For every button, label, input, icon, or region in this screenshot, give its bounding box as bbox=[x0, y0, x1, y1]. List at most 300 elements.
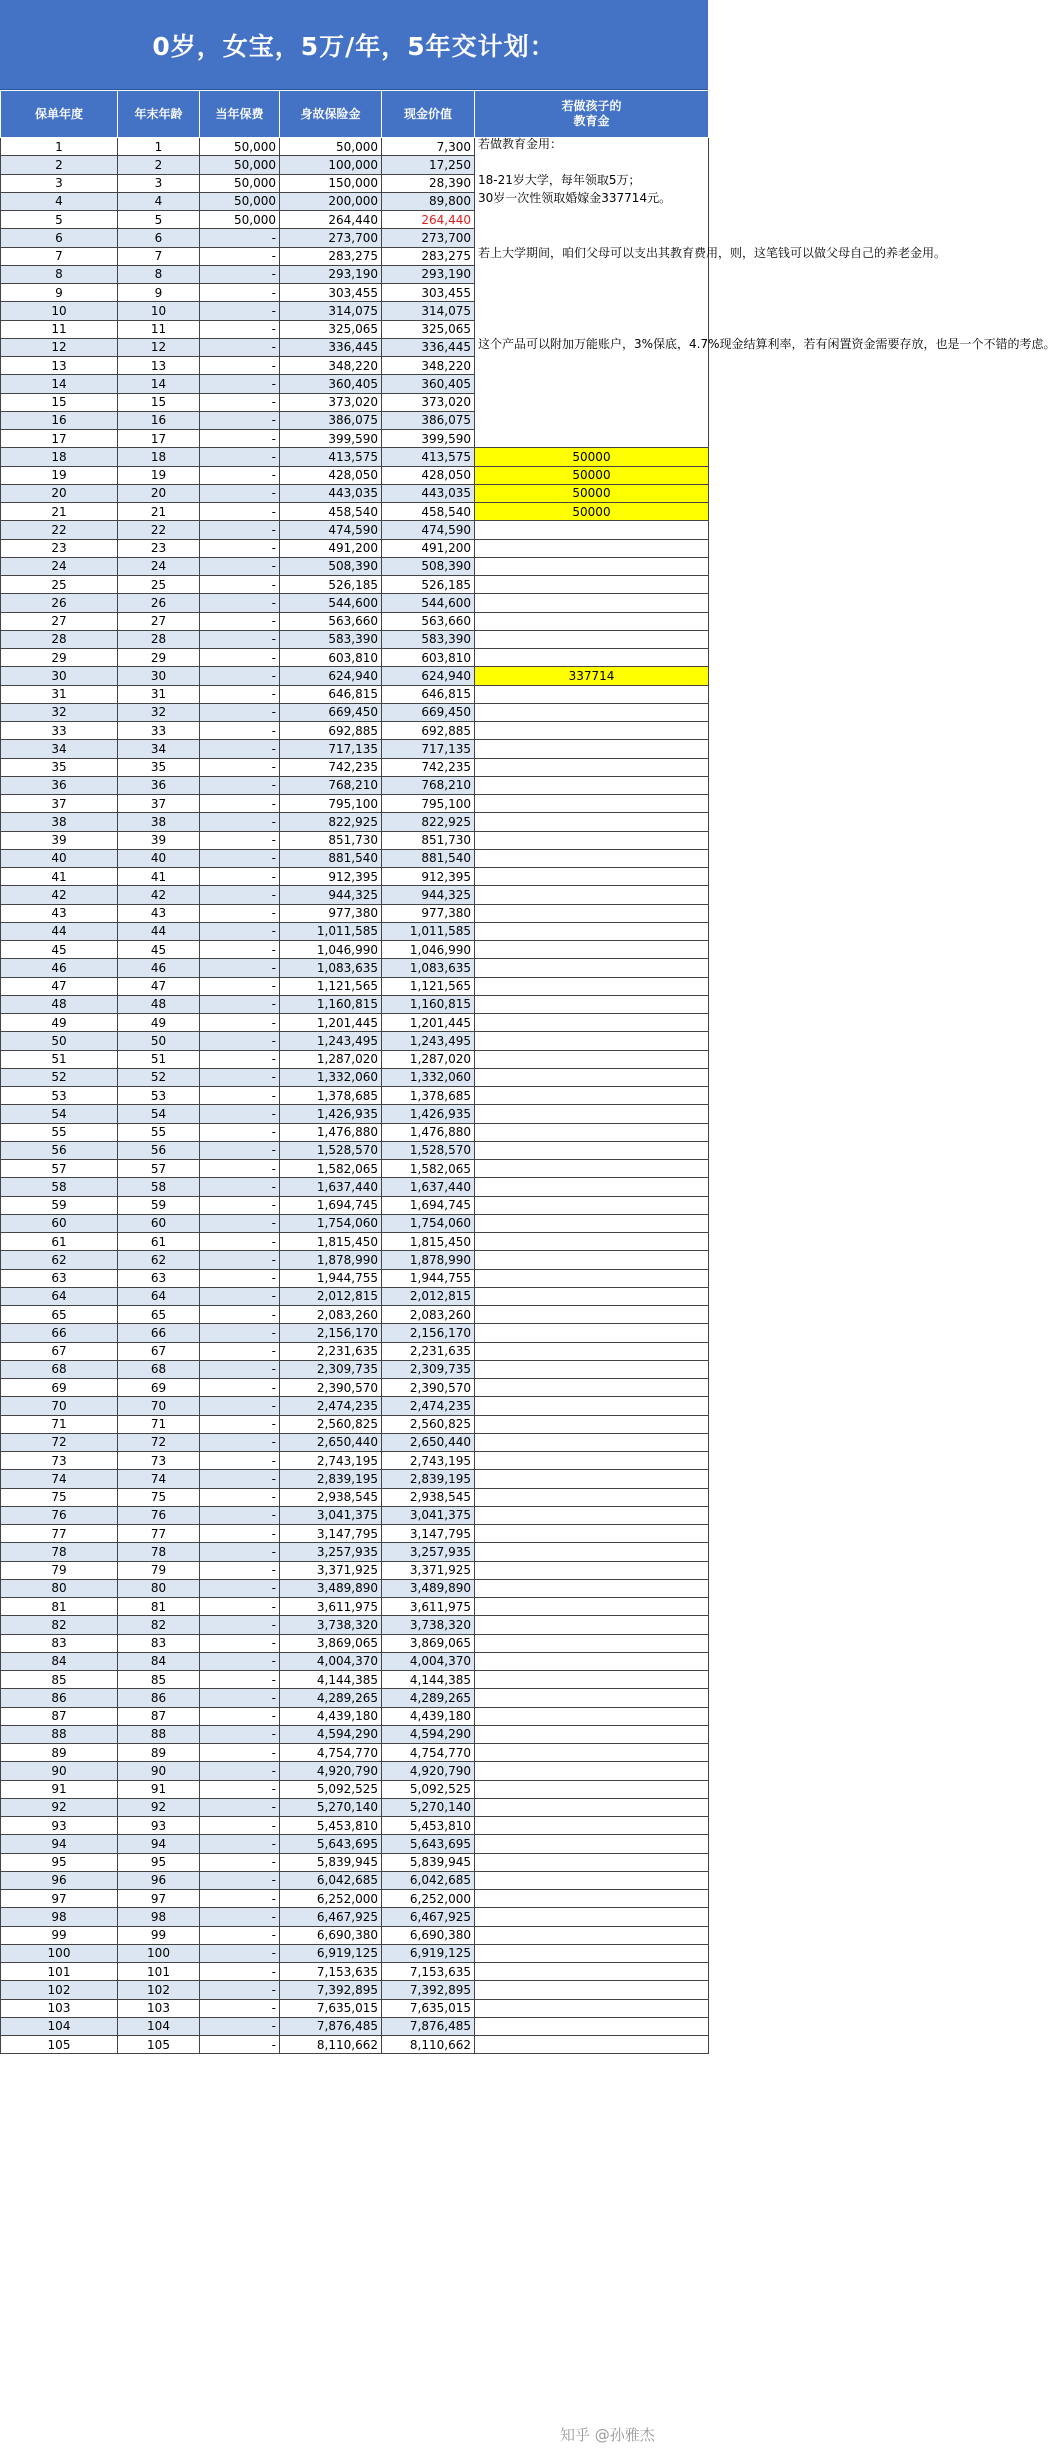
table-row bbox=[1, 1944, 709, 1962]
table-row bbox=[1, 649, 709, 667]
cell-cash-value: 1,378,685 bbox=[382, 1087, 475, 1105]
cell-death-benefit: 1,476,880 bbox=[280, 1123, 382, 1141]
education-note-empty bbox=[475, 557, 709, 575]
cell-death-benefit: 669,450 bbox=[280, 703, 382, 721]
table-row bbox=[1, 1817, 709, 1835]
benefit-table bbox=[0, 90, 1056, 2054]
cell-death-benefit: 563,660 bbox=[280, 612, 382, 630]
cell-death-benefit: 6,690,380 bbox=[280, 1926, 382, 1944]
cell-premium: - bbox=[200, 1926, 280, 1944]
table-row bbox=[1, 448, 709, 466]
cell-age: 19 bbox=[118, 466, 200, 484]
education-note-empty bbox=[475, 1981, 709, 1999]
cell-death-benefit: 293,190 bbox=[280, 265, 382, 283]
cell-death-benefit: 5,643,695 bbox=[280, 1835, 382, 1853]
cell-age: 89 bbox=[118, 1744, 200, 1762]
table-row bbox=[1, 1141, 709, 1159]
cell-death-benefit: 2,474,235 bbox=[280, 1397, 382, 1415]
cell-cash-value: 3,257,935 bbox=[382, 1543, 475, 1561]
education-note-empty bbox=[475, 1415, 709, 1433]
cell-policy-year: 16 bbox=[1, 411, 118, 429]
cell-policy-year: 50 bbox=[1, 1032, 118, 1050]
page-title: 0岁，女宝，5万/年，5年交计划： bbox=[0, 0, 708, 90]
cell-cash-value: 293,190 bbox=[382, 265, 475, 283]
cell-death-benefit: 360,405 bbox=[280, 375, 382, 393]
cell-policy-year: 89 bbox=[1, 1744, 118, 1762]
table-row bbox=[1, 1415, 709, 1433]
cell-age: 102 bbox=[118, 1981, 200, 1999]
table-row bbox=[1, 1470, 709, 1488]
cell-death-benefit: 526,185 bbox=[280, 576, 382, 594]
cell-premium: - bbox=[200, 484, 280, 502]
cell-cash-value: 1,637,440 bbox=[382, 1178, 475, 1196]
cell-death-benefit: 1,944,755 bbox=[280, 1269, 382, 1287]
cell-death-benefit: 348,220 bbox=[280, 357, 382, 375]
cell-age: 3 bbox=[118, 174, 200, 192]
cell-age: 73 bbox=[118, 1452, 200, 1470]
table-row bbox=[1, 1652, 709, 1670]
education-note-empty bbox=[475, 1999, 709, 2017]
cell-policy-year: 17 bbox=[1, 430, 118, 448]
cell-premium: - bbox=[200, 594, 280, 612]
cell-death-benefit: 8,110,662 bbox=[280, 2036, 382, 2054]
cell-premium: - bbox=[200, 795, 280, 813]
education-note-empty bbox=[475, 1269, 709, 1287]
cell-death-benefit: 50,000 bbox=[280, 138, 382, 156]
education-note-empty bbox=[475, 1196, 709, 1214]
table-row bbox=[1, 557, 709, 575]
cell-policy-year: 66 bbox=[1, 1324, 118, 1342]
cell-death-benefit: 2,012,815 bbox=[280, 1287, 382, 1305]
cell-premium: - bbox=[200, 430, 280, 448]
cell-death-benefit: 944,325 bbox=[280, 886, 382, 904]
cell-premium: - bbox=[200, 612, 280, 630]
table-row bbox=[1, 904, 709, 922]
cell-policy-year: 60 bbox=[1, 1214, 118, 1232]
cell-death-benefit: 851,730 bbox=[280, 831, 382, 849]
cell-premium: - bbox=[200, 1798, 280, 1816]
cell-death-benefit: 1,083,635 bbox=[280, 959, 382, 977]
cell-age: 47 bbox=[118, 977, 200, 995]
cell-age: 92 bbox=[118, 1798, 200, 1816]
table-row bbox=[1, 1963, 709, 1981]
education-note-empty bbox=[475, 521, 709, 539]
cell-death-benefit: 336,445 bbox=[280, 338, 382, 356]
education-note-empty bbox=[475, 1360, 709, 1378]
table-row bbox=[1, 1689, 709, 1707]
cell-age: 93 bbox=[118, 1817, 200, 1835]
cell-cash-value: 443,035 bbox=[382, 484, 475, 502]
col-header-cash-value: 现金价值 bbox=[382, 91, 475, 138]
cell-age: 16 bbox=[118, 411, 200, 429]
table-row bbox=[1, 1999, 709, 2017]
cell-policy-year: 23 bbox=[1, 539, 118, 557]
education-note-empty bbox=[475, 1817, 709, 1835]
cell-death-benefit: 881,540 bbox=[280, 849, 382, 867]
education-fund-amount: 50000 bbox=[475, 503, 709, 521]
cell-death-benefit: 6,919,125 bbox=[280, 1944, 382, 1962]
cell-death-benefit: 5,453,810 bbox=[280, 1817, 382, 1835]
table-row bbox=[1, 1306, 709, 1324]
cell-death-benefit: 1,011,585 bbox=[280, 922, 382, 940]
cell-death-benefit: 508,390 bbox=[280, 557, 382, 575]
education-note-empty bbox=[475, 1032, 709, 1050]
cell-cash-value: 2,474,235 bbox=[382, 1397, 475, 1415]
cell-policy-year: 47 bbox=[1, 977, 118, 995]
cell-cash-value: 7,153,635 bbox=[382, 1963, 475, 1981]
cell-policy-year: 20 bbox=[1, 484, 118, 502]
cell-death-benefit: 3,611,975 bbox=[280, 1598, 382, 1616]
table-row bbox=[1, 995, 709, 1013]
cell-policy-year: 71 bbox=[1, 1415, 118, 1433]
table-row bbox=[1, 1871, 709, 1889]
cell-age: 42 bbox=[118, 886, 200, 904]
table-row bbox=[1, 1196, 709, 1214]
cell-premium: - bbox=[200, 1598, 280, 1616]
cell-age: 32 bbox=[118, 703, 200, 721]
table-row bbox=[1, 868, 709, 886]
cell-policy-year: 53 bbox=[1, 1087, 118, 1105]
table-row bbox=[1, 1579, 709, 1597]
cell-premium: - bbox=[200, 1160, 280, 1178]
education-note-empty bbox=[475, 795, 709, 813]
cell-death-benefit: 3,489,890 bbox=[280, 1579, 382, 1597]
cell-death-benefit: 2,309,735 bbox=[280, 1360, 382, 1378]
cell-cash-value: 7,392,895 bbox=[382, 1981, 475, 1999]
cell-death-benefit: 399,590 bbox=[280, 430, 382, 448]
cell-policy-year: 7 bbox=[1, 247, 118, 265]
cell-age: 46 bbox=[118, 959, 200, 977]
cell-cash-value: 3,147,795 bbox=[382, 1525, 475, 1543]
cell-cash-value: 3,869,065 bbox=[382, 1634, 475, 1652]
education-fund-amount: 50000 bbox=[475, 466, 709, 484]
table-row bbox=[1, 1452, 709, 1470]
cell-age: 61 bbox=[118, 1233, 200, 1251]
table-row bbox=[1, 1488, 709, 1506]
cell-cash-value: 264,440 bbox=[382, 211, 475, 229]
cell-cash-value: 7,876,485 bbox=[382, 2017, 475, 2035]
cell-age: 77 bbox=[118, 1525, 200, 1543]
table-row bbox=[1, 1853, 709, 1871]
cell-death-benefit: 742,235 bbox=[280, 758, 382, 776]
cell-premium: - bbox=[200, 1506, 280, 1524]
education-note-empty bbox=[475, 1652, 709, 1670]
cell-age: 43 bbox=[118, 904, 200, 922]
table-row bbox=[1, 831, 709, 849]
table-row bbox=[1, 977, 709, 995]
table-row bbox=[1, 1598, 709, 1616]
cell-policy-year: 76 bbox=[1, 1506, 118, 1524]
cell-policy-year: 21 bbox=[1, 503, 118, 521]
table-row bbox=[1, 1616, 709, 1634]
education-fund-amount: 50000 bbox=[475, 448, 709, 466]
cell-cash-value: 399,590 bbox=[382, 430, 475, 448]
cell-death-benefit: 5,270,140 bbox=[280, 1798, 382, 1816]
table-row bbox=[1, 630, 709, 648]
cell-death-benefit: 1,528,570 bbox=[280, 1141, 382, 1159]
cell-policy-year: 32 bbox=[1, 703, 118, 721]
table-row bbox=[1, 722, 709, 740]
education-note-empty bbox=[475, 1780, 709, 1798]
cell-cash-value: 692,885 bbox=[382, 722, 475, 740]
education-note-empty bbox=[475, 849, 709, 867]
cell-policy-year: 48 bbox=[1, 995, 118, 1013]
cell-policy-year: 34 bbox=[1, 740, 118, 758]
cell-death-benefit: 3,147,795 bbox=[280, 1525, 382, 1543]
cell-death-benefit: 2,938,545 bbox=[280, 1488, 382, 1506]
cell-policy-year: 102 bbox=[1, 1981, 118, 1999]
cell-premium: - bbox=[200, 1780, 280, 1798]
cell-policy-year: 55 bbox=[1, 1123, 118, 1141]
cell-age: 5 bbox=[118, 211, 200, 229]
cell-death-benefit: 4,754,770 bbox=[280, 1744, 382, 1762]
cell-death-benefit: 325,065 bbox=[280, 320, 382, 338]
cell-policy-year: 13 bbox=[1, 357, 118, 375]
cell-policy-year: 94 bbox=[1, 1835, 118, 1853]
cell-cash-value: 646,815 bbox=[382, 685, 475, 703]
education-note-empty bbox=[475, 1397, 709, 1415]
cell-policy-year: 92 bbox=[1, 1798, 118, 1816]
cell-policy-year: 31 bbox=[1, 685, 118, 703]
cell-cash-value: 851,730 bbox=[382, 831, 475, 849]
education-note-empty bbox=[475, 1014, 709, 1032]
cell-policy-year: 4 bbox=[1, 192, 118, 210]
cell-premium: - bbox=[200, 959, 280, 977]
cell-premium: - bbox=[200, 338, 280, 356]
cell-premium: - bbox=[200, 977, 280, 995]
cell-premium: - bbox=[200, 1944, 280, 1962]
cell-age: 97 bbox=[118, 1890, 200, 1908]
cell-death-benefit: 3,738,320 bbox=[280, 1616, 382, 1634]
cell-cash-value: 2,309,735 bbox=[382, 1360, 475, 1378]
cell-premium: - bbox=[200, 667, 280, 685]
cell-cash-value: 17,250 bbox=[382, 156, 475, 174]
cell-age: 11 bbox=[118, 320, 200, 338]
cell-premium: - bbox=[200, 1817, 280, 1835]
cell-age: 59 bbox=[118, 1196, 200, 1214]
cell-policy-year: 81 bbox=[1, 1598, 118, 1616]
education-note-empty bbox=[475, 1506, 709, 1524]
education-note-empty bbox=[475, 977, 709, 995]
table-row bbox=[1, 1798, 709, 1816]
cell-age: 70 bbox=[118, 1397, 200, 1415]
education-note-empty bbox=[475, 831, 709, 849]
table-row bbox=[1, 1780, 709, 1798]
cell-death-benefit: 1,121,565 bbox=[280, 977, 382, 995]
cell-premium: - bbox=[200, 1671, 280, 1689]
table-row bbox=[1, 1014, 709, 1032]
cell-age: 82 bbox=[118, 1616, 200, 1634]
education-note-empty bbox=[475, 1616, 709, 1634]
cell-policy-year: 40 bbox=[1, 849, 118, 867]
cell-age: 40 bbox=[118, 849, 200, 867]
cell-death-benefit: 7,392,895 bbox=[280, 1981, 382, 1999]
cell-policy-year: 64 bbox=[1, 1287, 118, 1305]
table-header-row bbox=[1, 91, 709, 138]
table-row bbox=[1, 1433, 709, 1451]
table-row bbox=[1, 192, 709, 210]
table-row bbox=[1, 612, 709, 630]
cell-death-benefit: 386,075 bbox=[280, 411, 382, 429]
cell-age: 28 bbox=[118, 630, 200, 648]
cell-death-benefit: 314,075 bbox=[280, 302, 382, 320]
cell-premium: - bbox=[200, 1853, 280, 1871]
table-row bbox=[1, 1251, 709, 1269]
education-note-empty bbox=[475, 539, 709, 557]
table-row bbox=[1, 1835, 709, 1853]
cell-policy-year: 57 bbox=[1, 1160, 118, 1178]
education-note-empty bbox=[475, 740, 709, 758]
cell-cash-value: 1,694,745 bbox=[382, 1196, 475, 1214]
cell-policy-year: 36 bbox=[1, 776, 118, 794]
cell-cash-value: 977,380 bbox=[382, 904, 475, 922]
cell-cash-value: 944,325 bbox=[382, 886, 475, 904]
cell-death-benefit: 2,839,195 bbox=[280, 1470, 382, 1488]
education-note-empty bbox=[475, 1178, 709, 1196]
cell-policy-year: 105 bbox=[1, 2036, 118, 2054]
cell-death-benefit: 303,455 bbox=[280, 284, 382, 302]
cell-age: 83 bbox=[118, 1634, 200, 1652]
education-note-empty bbox=[475, 576, 709, 594]
table-row bbox=[1, 1634, 709, 1652]
education-note-empty bbox=[475, 1871, 709, 1889]
education-note-empty bbox=[475, 1561, 709, 1579]
cell-age: 88 bbox=[118, 1725, 200, 1743]
cell-policy-year: 24 bbox=[1, 557, 118, 575]
education-note-empty bbox=[475, 1068, 709, 1086]
cell-age: 39 bbox=[118, 831, 200, 849]
cell-age: 56 bbox=[118, 1141, 200, 1159]
table-row bbox=[1, 2036, 709, 2054]
cell-age: 4 bbox=[118, 192, 200, 210]
col-header-premium: 当年保费 bbox=[200, 91, 280, 138]
cell-death-benefit: 6,042,685 bbox=[280, 1871, 382, 1889]
cell-age: 94 bbox=[118, 1835, 200, 1853]
cell-death-benefit: 4,289,265 bbox=[280, 1689, 382, 1707]
col-header-death-benefit: 身故保险金 bbox=[280, 91, 382, 138]
cell-death-benefit: 977,380 bbox=[280, 904, 382, 922]
cell-age: 18 bbox=[118, 448, 200, 466]
cell-death-benefit: 544,600 bbox=[280, 594, 382, 612]
cell-policy-year: 38 bbox=[1, 813, 118, 831]
cell-premium: - bbox=[200, 1233, 280, 1251]
table-row bbox=[1, 1178, 709, 1196]
cell-premium: - bbox=[200, 1999, 280, 2017]
cell-policy-year: 87 bbox=[1, 1707, 118, 1725]
cell-age: 100 bbox=[118, 1944, 200, 1962]
cell-age: 99 bbox=[118, 1926, 200, 1944]
table-row bbox=[1, 667, 709, 685]
cell-death-benefit: 624,940 bbox=[280, 667, 382, 685]
education-note-empty bbox=[475, 156, 709, 174]
cell-policy-year: 72 bbox=[1, 1433, 118, 1451]
cell-cash-value: 1,878,990 bbox=[382, 1251, 475, 1269]
table-row bbox=[1, 1269, 709, 1287]
cell-age: 69 bbox=[118, 1379, 200, 1397]
cell-policy-year: 46 bbox=[1, 959, 118, 977]
education-note-empty bbox=[475, 2017, 709, 2035]
education-note-empty bbox=[475, 1160, 709, 1178]
cell-cash-value: 491,200 bbox=[382, 539, 475, 557]
cell-cash-value: 89,800 bbox=[382, 192, 475, 210]
cell-policy-year: 5 bbox=[1, 211, 118, 229]
cell-policy-year: 39 bbox=[1, 831, 118, 849]
cell-age: 85 bbox=[118, 1671, 200, 1689]
cell-policy-year: 74 bbox=[1, 1470, 118, 1488]
cell-cash-value: 563,660 bbox=[382, 612, 475, 630]
cell-cash-value: 624,940 bbox=[382, 667, 475, 685]
cell-death-benefit: 6,252,000 bbox=[280, 1890, 382, 1908]
cell-death-benefit: 2,560,825 bbox=[280, 1415, 382, 1433]
education-note-empty bbox=[475, 1944, 709, 1962]
cell-age: 36 bbox=[118, 776, 200, 794]
cell-policy-year: 33 bbox=[1, 722, 118, 740]
cell-policy-year: 101 bbox=[1, 1963, 118, 1981]
cell-death-benefit: 283,275 bbox=[280, 247, 382, 265]
cell-policy-year: 52 bbox=[1, 1068, 118, 1086]
table-row bbox=[1, 138, 709, 156]
cell-premium: - bbox=[200, 1543, 280, 1561]
education-fund-amount: 50000 bbox=[475, 484, 709, 502]
cell-premium: - bbox=[200, 922, 280, 940]
cell-premium: - bbox=[200, 539, 280, 557]
cell-cash-value: 6,252,000 bbox=[382, 1890, 475, 1908]
cell-cash-value: 3,738,320 bbox=[382, 1616, 475, 1634]
table-row bbox=[1, 1543, 709, 1561]
cell-cash-value: 28,390 bbox=[382, 174, 475, 192]
cell-age: 67 bbox=[118, 1342, 200, 1360]
education-note-empty bbox=[475, 1634, 709, 1652]
education-note-empty bbox=[475, 1342, 709, 1360]
cell-death-benefit: 273,700 bbox=[280, 229, 382, 247]
table-row bbox=[1, 1360, 709, 1378]
cell-policy-year: 58 bbox=[1, 1178, 118, 1196]
cell-cash-value: 2,938,545 bbox=[382, 1488, 475, 1506]
cell-policy-year: 9 bbox=[1, 284, 118, 302]
education-note-empty bbox=[475, 1689, 709, 1707]
cell-premium: - bbox=[200, 1379, 280, 1397]
education-note-empty bbox=[475, 630, 709, 648]
cell-policy-year: 93 bbox=[1, 1817, 118, 1835]
cell-premium: - bbox=[200, 685, 280, 703]
education-note-empty bbox=[475, 813, 709, 831]
cell-cash-value: 4,920,790 bbox=[382, 1762, 475, 1780]
cell-death-benefit: 1,201,445 bbox=[280, 1014, 382, 1032]
education-note-empty bbox=[475, 2036, 709, 2054]
cell-death-benefit: 2,390,570 bbox=[280, 1379, 382, 1397]
cell-policy-year: 77 bbox=[1, 1525, 118, 1543]
cell-age: 37 bbox=[118, 795, 200, 813]
cell-death-benefit: 717,135 bbox=[280, 740, 382, 758]
cell-cash-value: 2,743,195 bbox=[382, 1452, 475, 1470]
cell-policy-year: 1 bbox=[1, 138, 118, 156]
cell-cash-value: 795,100 bbox=[382, 795, 475, 813]
education-note-empty bbox=[475, 722, 709, 740]
cell-policy-year: 68 bbox=[1, 1360, 118, 1378]
education-note-empty bbox=[475, 594, 709, 612]
cell-premium: - bbox=[200, 1068, 280, 1086]
cell-age: 62 bbox=[118, 1251, 200, 1269]
cell-premium: - bbox=[200, 1488, 280, 1506]
cell-premium: - bbox=[200, 1525, 280, 1543]
cell-age: 53 bbox=[118, 1087, 200, 1105]
cell-policy-year: 45 bbox=[1, 941, 118, 959]
cell-death-benefit: 1,243,495 bbox=[280, 1032, 382, 1050]
cell-age: 7 bbox=[118, 247, 200, 265]
cell-policy-year: 49 bbox=[1, 1014, 118, 1032]
cell-death-benefit: 1,637,440 bbox=[280, 1178, 382, 1196]
cell-cash-value: 881,540 bbox=[382, 849, 475, 867]
